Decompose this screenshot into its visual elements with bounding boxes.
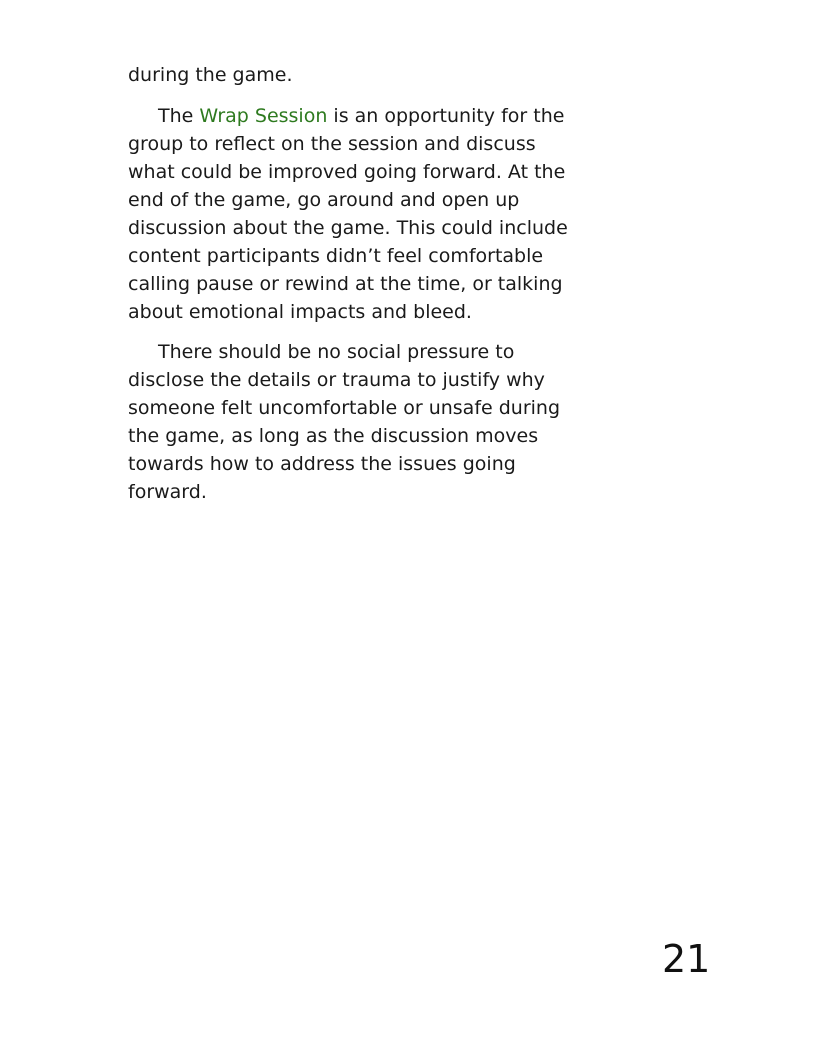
wrap-session-body: is an opportunity for the group to reflect on the session and discuss what could be improved going forward. At the end of the game, go around and open up discussion about the game. This could include content participants didn’t feel comfortable calling pause or rewind at the time, or talking about emotional impacts and bleed.: [128, 105, 568, 323]
wrap-session-paragraph: [128, 102, 568, 326]
body-text-column: [128, 61, 568, 518]
page-number: 21: [662, 937, 711, 981]
wrap-session-term: Wrap Session: [199, 105, 328, 127]
wrap-session-intro: The: [158, 105, 200, 127]
social-pressure-paragraph: There should be no social pressure to disclose the details or trauma to justify why someone felt uncomfortable or unsafe during the game, as long as the discussion moves towards how to address the issues going forward.: [128, 341, 561, 503]
continuation-paragraph: during the game.: [128, 64, 293, 86]
